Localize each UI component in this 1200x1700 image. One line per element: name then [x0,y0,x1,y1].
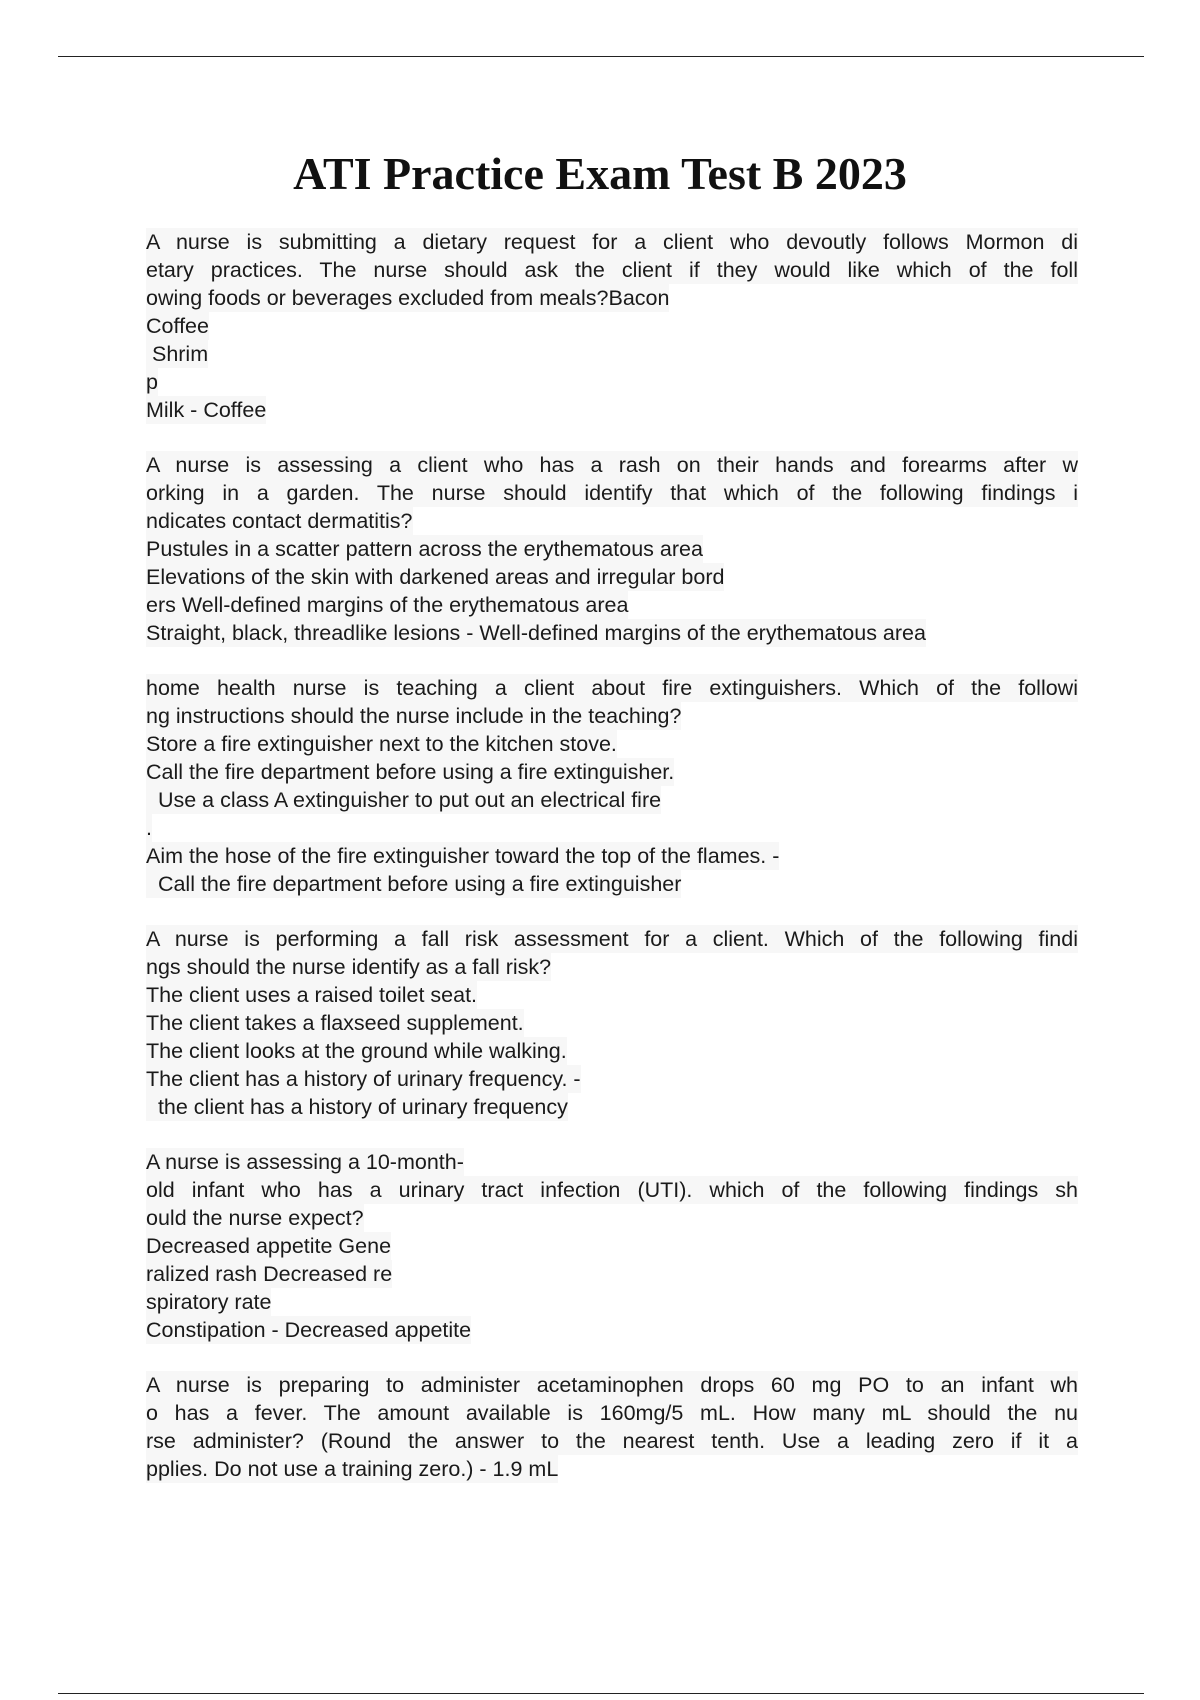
question-block-3 [146,674,1091,898]
answer-option-line: spiratory rate [146,1290,272,1314]
question-text-line: A nurse is performing a fall risk assessment for a client. Which of the following findi [146,927,1078,951]
answer-option-line: The client uses a raised toilet seat. [146,983,478,1007]
answer-option-line: Decreased appetite Gene [146,1234,392,1258]
question-list [146,228,1091,1510]
question-text-line: ndicates contact dermatitis? [146,509,413,533]
answer-option-line: . [146,816,152,840]
answer-key-line: Call the fire department before using a fire extinguisher [146,872,682,896]
question-text-line: ng instructions should the nurse include in the teaching? [146,704,682,728]
answer-option-line: Elevations of the skin with darkened areas and irregular bord [146,565,725,589]
answer-key-line: pplies. Do not use a training zero.) - 1.9 mL [146,1457,559,1481]
question-text-line: ould the nurse expect? [146,1206,364,1230]
answer-option-line: Shrim [146,342,209,366]
question-text-line: A nurse is submitting a dietary request for a client who devoutly follows Mormon di [146,230,1078,254]
answer-key-line: Milk - Coffee [146,398,267,422]
question-block-5 [146,1148,1091,1344]
answer-key-line: Straight, black, threadlike lesions - Well-defined margins of the erythematous area [146,621,926,645]
answer-option-line: p [146,370,158,394]
answer-option-line: Coffee [146,314,209,338]
document-title: ATI Practice Exam Test B 2023 [293,148,907,199]
question-block-2 [146,451,1091,647]
question-text-line: o has a fever. The amount available is 160mg/5 mL. How many mL should the nu [146,1401,1078,1425]
question-text-line: old infant who has a urinary tract infection (UTI). which of the following findings sh [146,1178,1078,1202]
question-block-6 [146,1371,1091,1483]
bottom-rule [58,1693,1144,1694]
question-block-1 [146,228,1091,424]
question-text-line: home health nurse is teaching a client about fire extinguishers. Which of the followi [146,676,1078,700]
question-text-line: etary practices. The nurse should ask the client if they would like which of the foll [146,258,1078,282]
answer-option-line: Use a class A extinguisher to put out an electrical fire [146,788,662,812]
answer-option-line: Store a fire extinguisher next to the kitchen stove. [146,732,617,756]
answer-option-line: Call the fire department before using a fire extinguisher. [146,760,675,784]
question-text-line: orking in a garden. The nurse should identify that which of the following findings i [146,481,1078,505]
question-text-line: A nurse is assessing a 10-month- [146,1150,464,1174]
answer-option-line: ralized rash Decreased re [146,1262,393,1286]
answer-key-line: the client has a history of urinary frequency [146,1095,568,1119]
answer-option-line: The client has a history of urinary frequency. - [146,1067,581,1091]
answer-option-line: The client looks at the ground while walking. [146,1039,567,1063]
question-text-line: A nurse is preparing to administer acetaminophen drops 60 mg PO to an infant wh [146,1373,1078,1397]
answer-option-line: Pustules in a scatter pattern across the erythematous area [146,537,703,561]
question-block-4 [146,925,1091,1121]
question-text-line: ngs should the nurse identify as a fall risk? [146,955,552,979]
question-text-line: owing foods or beverages excluded from meals?Bacon [146,286,670,310]
answer-option-line: Aim the hose of the fire extinguisher toward the top of the flames. - [146,844,780,868]
answer-key-line: Constipation - Decreased appetite [146,1318,472,1342]
answer-option-line: ers Well-defined margins of the erythematous area [146,593,629,617]
question-text-line: A nurse is assessing a client who has a rash on their hands and forearms after w [146,453,1078,477]
answer-option-line: The client takes a flaxseed supplement. [146,1011,524,1035]
top-rule [58,56,1144,57]
question-text-line: rse administer? (Round the answer to the nearest tenth. Use a leading zero if it a [146,1429,1078,1453]
